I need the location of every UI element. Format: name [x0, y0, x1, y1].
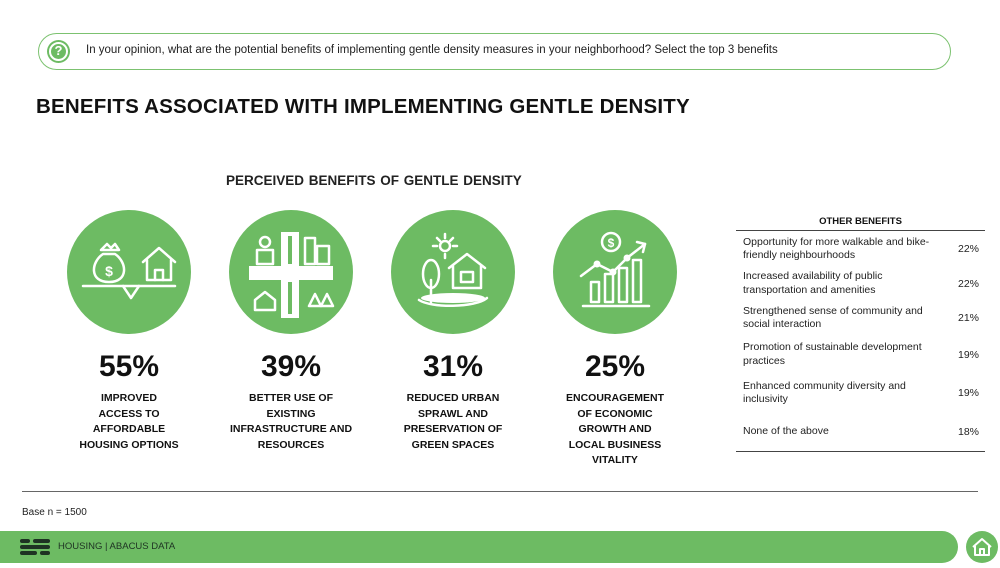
- table-row: [736, 413, 985, 452]
- row-value: 22%: [957, 277, 979, 290]
- benefit-percent: 31%: [422, 350, 484, 383]
- home-button[interactable]: [966, 531, 998, 563]
- benefit-percent: 55%: [98, 350, 160, 383]
- row-value: 18%: [957, 426, 979, 438]
- row-label: Promotion of sustainable development practices: [743, 341, 922, 367]
- row-value: 19%: [957, 348, 979, 361]
- benefit-item: [535, 210, 695, 469]
- benefit-label: REDUCED URBAN SPRAWL AND PRESERVATION OF GREEN SPACES: [403, 392, 503, 451]
- row-label: Increased availability of public transportation and amenities: [743, 270, 883, 296]
- question-mark-icon: ?: [47, 40, 70, 63]
- other-benefits-header: OTHER BENEFITS: [736, 216, 985, 231]
- svg-text:$: $: [105, 263, 113, 279]
- benefit-circle: [67, 210, 191, 334]
- table-row: [736, 373, 985, 413]
- row-value: 22%: [957, 243, 979, 255]
- benefit-circle: [229, 210, 353, 334]
- city-infrastructure-icon: [229, 210, 353, 334]
- footer-text: HOUSING | ABACUS DATA: [58, 541, 176, 552]
- divider: [22, 491, 978, 492]
- question-box: [38, 33, 951, 70]
- base-note: Base n = 1500: [22, 507, 87, 518]
- benefit-circle: [553, 210, 677, 334]
- benefit-circle: [391, 210, 515, 334]
- table-row: [736, 300, 985, 336]
- growth-chart-icon: [553, 210, 677, 334]
- benefit-item: [211, 210, 371, 453]
- money-bag-house-scale-icon: [67, 210, 191, 334]
- row-label: None of the above: [743, 425, 829, 438]
- other-benefits-table: [736, 216, 985, 452]
- row-label: Strengthened sense of community and social interaction: [743, 304, 923, 330]
- abacus-logo-icon: [20, 539, 50, 555]
- footer-bar: [0, 531, 958, 563]
- benefit-percent: 39%: [260, 350, 322, 383]
- benefit-percent: 25%: [584, 350, 646, 383]
- question-text: In your opinion, what are the potential benefits of implementing gentle density measures in your neighborhood? Select the top 3 benefits: [86, 44, 778, 56]
- row-label: Opportunity for more walkable and bike-friendly neighbourhoods: [743, 235, 930, 261]
- row-value: 19%: [957, 387, 979, 399]
- table-row: [736, 267, 985, 300]
- benefit-item: [373, 210, 533, 453]
- svg-text:$: $: [607, 236, 615, 250]
- section-subtitle: PERCEIVED BENEFITS OF GENTLE DENSITY: [226, 173, 522, 188]
- table-row: [736, 231, 985, 267]
- house-tree-sun-icon: [391, 210, 515, 334]
- home-icon: [966, 531, 998, 563]
- benefit-label: IMPROVED ACCESS TO AFFORDABLE HOUSING OPTIONS: [79, 392, 179, 451]
- row-label: Enhanced community diversity and inclusivity: [743, 379, 906, 405]
- benefit-label: BETTER USE OF EXISTING INFRASTRUCTURE AND RESOURCES: [229, 392, 353, 451]
- table-row: [736, 336, 985, 373]
- benefit-item: [49, 210, 209, 453]
- page-title: BENEFITS ASSOCIATED WITH IMPLEMENTING GENTLE DENSITY: [36, 95, 690, 118]
- row-value: 21%: [957, 312, 979, 324]
- benefit-label: ENCOURAGEMENT OF ECONOMIC GROWTH AND LOCAL BUSINESS VITALITY: [565, 392, 664, 466]
